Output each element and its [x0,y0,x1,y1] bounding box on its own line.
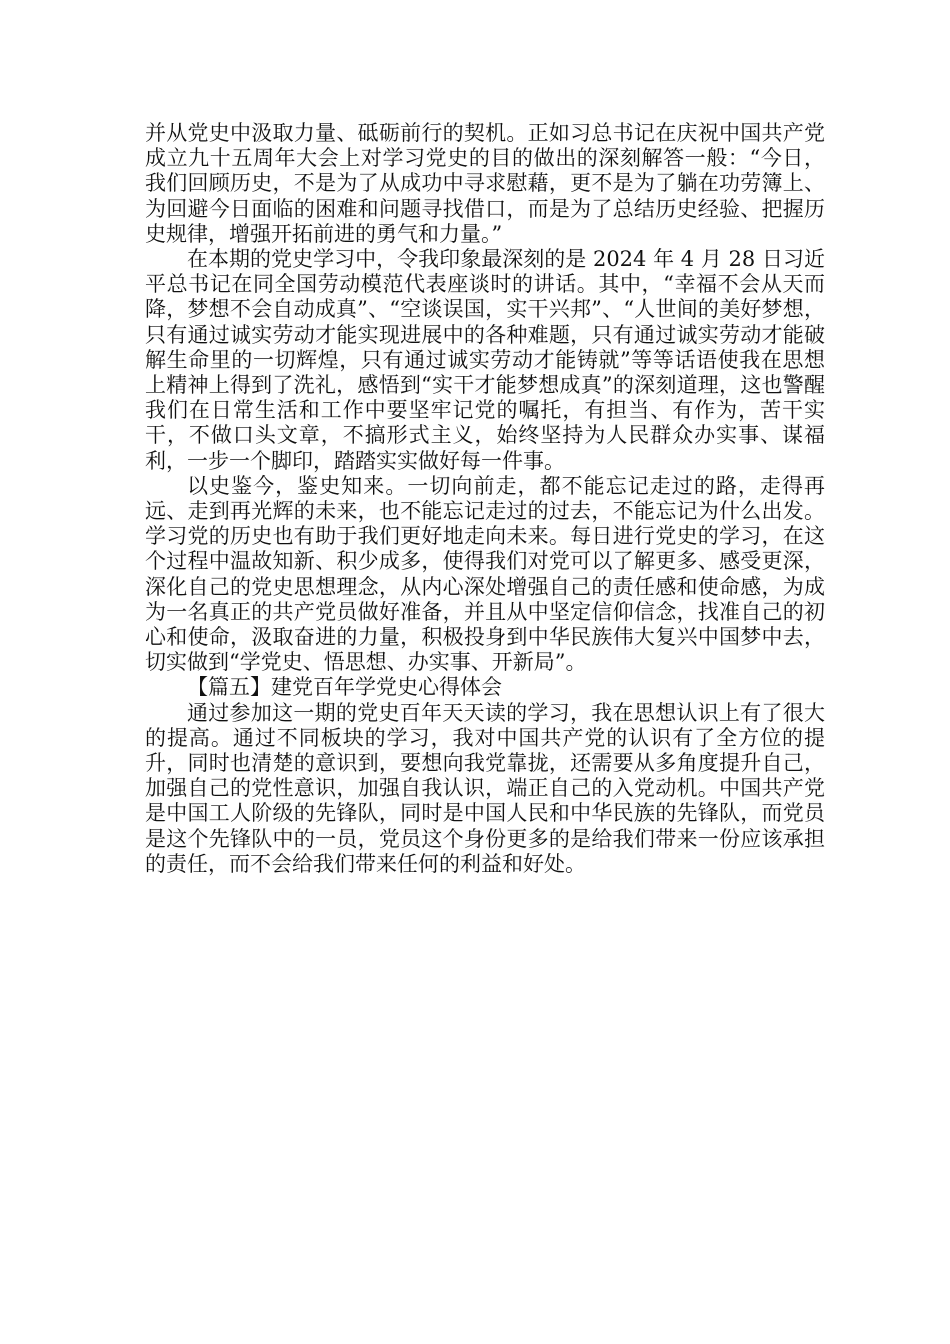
section-heading-part-five: 【篇五】建党百年学党史心得体会 [187,675,502,700]
paragraph-history-lesson: 以史鉴今，鉴史知来。一切向前走，都不能忘记走过的路，走得再远、走到再光辉的未来，也不能忘记走过的过去，不能忘记为什么出发。学习党的历史也有助于我们更好地走向未来。每日进行党史的学习，在这个过程中温故知新、积少成多，使得我们对党可以了解更多、感受更深，深化自己的党史思想理念，从内心深处增强自己的责任感和使命感，为成为一名真正的共产党员做好准备，并且从中坚定信仰信念，找准自己的初心和使命，汲取奋进的力量，积极投身到中华民族伟大复兴中国梦中去，切实做到“学党史、悟思想、办实事、开新局”。 [145,473,825,675]
document-body [145,121,825,877]
paragraph-study-reflection: 通过参加这一期的党史百年天天读的学习，我在思想认识上有了很大的提高。通过不同板块的学习，我对中国共产党的认识有了全方位的提升，同时也清楚的意识到，要想向我党靠拢，还需要从多角度提升自己，加强自己的党性意识，加强自我认识，端正自己的入党动机。中国共产党是中国工人阶级的先锋队，同时是中国人民和中华民族的先锋队，而党员是这个先锋队中的一员，党员这个身份更多的是给我们带来一份应该承担的责任，而不会给我们带来任何的利益和好处。 [145,700,825,876]
paragraph-labor-speech: 在本期的党史学习中，令我印象最深刻的是 2024 年 4 月 28 日习近平总书记在同全国劳动模范代表座谈时的讲话。其中，“幸福不会从天而降，梦想不会自动成真”、“空谈误国，实干兴邦”、“人世间的美好梦想，只有通过诚实劳动才能实现进展中的各种难题，只有通过诚实劳动才能破解生命里的一切辉煌，只有通过诚实劳动才能铸就”等等话语使我在思想上精神上得到了洗礼，感悟到“实干才能梦想成真”的深刻道理，这也警醒我们在日常生活和工作中要坚牢记党的嘱托，有担当、有作为，苦干实干，不做口头文章，不搞形式主义，始终坚持为人民群众办实事、谋福利，一步一个脚印，踏踏实实做好每一件事。 [145,247,825,473]
paragraph-continuation: 并从党史中汲取力量、砥砺前行的契机。正如习总书记在庆祝中国共产党成立九十五周年大会上对学习党史的目的做出的深刻解答一般：“今日，我们回顾历史，不是为了从成功中寻求慰藉，更不是为了躺在功劳簿上、为回避今日面临的困难和问题寻找借口，而是为了总结历史经验、把握历史规律，增强开拓前进的勇气和力量。” [145,121,825,246]
